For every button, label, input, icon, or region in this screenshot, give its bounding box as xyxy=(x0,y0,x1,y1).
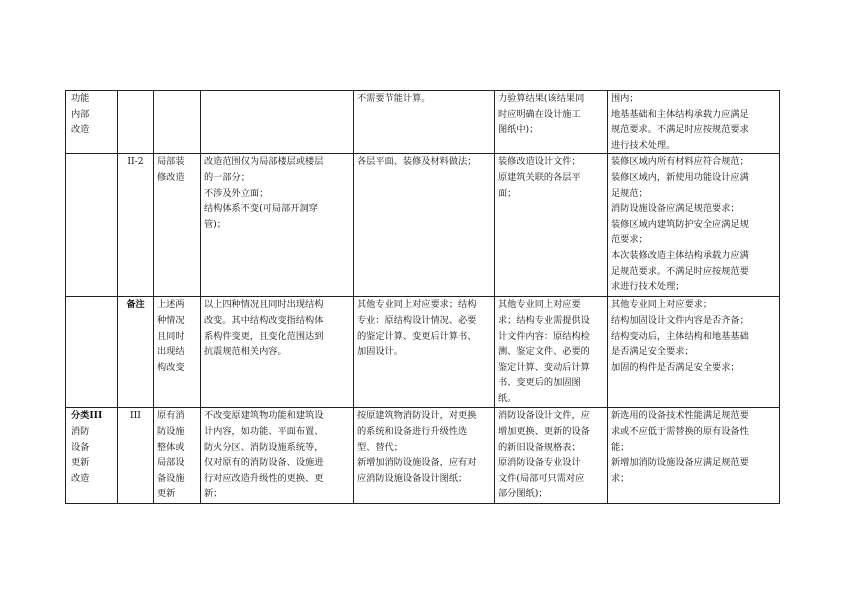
text-line: 范要求； xyxy=(611,234,648,246)
table-row xyxy=(66,297,780,408)
code-cell xyxy=(118,408,154,504)
text-line: 结构体系不变(可局部开洞穿 xyxy=(204,203,318,215)
text-line: 局部装 xyxy=(157,156,185,168)
text-line: 纸。 xyxy=(498,392,517,404)
text-line: 时应明确在设计施工 xyxy=(498,108,581,120)
text-line: 改造 xyxy=(71,124,90,136)
text-line: 求；结构专业需提供设 xyxy=(498,314,590,326)
text-line: 原建筑关联的各层平 xyxy=(498,171,581,183)
text-line: 其他专业同上对应要求；结构 xyxy=(357,299,477,311)
remark-label-cell xyxy=(118,297,154,408)
type-cell xyxy=(154,91,201,154)
text-line: 改变。其中结构改变指结构体 xyxy=(204,314,324,326)
text-line: 结构变动后，主体结构和地基基础 xyxy=(611,330,749,342)
text-line: 其他专业同上对应要求； xyxy=(611,299,713,311)
text-line: 消防 xyxy=(71,425,90,437)
text-line: 装修改造设计文件； xyxy=(498,156,581,168)
text-line: 抗震规范相关内容。 xyxy=(204,346,287,358)
text-line: 本次装修改造主体结构承载力应满 xyxy=(611,249,749,261)
text-line: 文件(局部可只需对应 xyxy=(498,472,585,484)
text-line: 地基基础和主体结构承载力应满足 xyxy=(611,108,749,120)
text-line: 围内； xyxy=(611,93,639,104)
text-line: 结构加固设计文件内容是否齐备； xyxy=(611,314,749,326)
text-line: 修改造 xyxy=(157,171,185,183)
code-cell xyxy=(118,91,154,154)
text-line: 系构件变更，且变化范围达到 xyxy=(204,330,324,342)
text-line: 备设施 xyxy=(157,472,185,484)
text-line: 备注 xyxy=(126,299,145,311)
text-line: 功能 xyxy=(71,93,90,104)
text-line: 新增加消防设施设备，应有对 xyxy=(357,457,477,469)
type-cell xyxy=(154,408,201,504)
text-line: 原消防设备专业设计 xyxy=(498,457,581,469)
text-line: 装修区域内，新使用功能设计应满 xyxy=(611,171,749,183)
text-line: 改造 xyxy=(71,472,90,484)
text-line: 应消防设施设备设计图纸； xyxy=(357,472,468,484)
text-line: 求； xyxy=(611,472,630,484)
type-cell xyxy=(154,297,201,408)
content-cell xyxy=(354,297,495,408)
text-line: 新增加消防设施设备应满足规范要 xyxy=(611,457,749,469)
review-cell xyxy=(608,297,780,408)
scope-cell xyxy=(201,154,354,297)
text-line: 力验算结果(该结果同 xyxy=(498,93,585,104)
text-line: 求进行技术处理； xyxy=(611,281,685,293)
text-line: 各层平面、装修及材料做法； xyxy=(357,156,477,168)
renovation-classification-table xyxy=(65,90,780,504)
text-line: 型、替代； xyxy=(357,441,403,453)
text-line: 内部 xyxy=(71,108,90,120)
scope-cell xyxy=(201,408,354,504)
text-line: 消防设备设计文件，应 xyxy=(498,410,590,422)
text-line: 增加更换、更新的设备 xyxy=(498,425,590,437)
documents-cell xyxy=(495,154,608,297)
text-line: 防设施 xyxy=(157,425,185,437)
text-line: 出现结 xyxy=(157,346,185,358)
documents-cell xyxy=(495,297,608,408)
text-line: 图纸中)； xyxy=(498,124,539,136)
text-line: 书、变更后的加固图 xyxy=(498,377,581,389)
text-line: 部分图纸)； xyxy=(498,488,548,500)
text-line: 的系统和设备进行升级性选 xyxy=(357,425,468,437)
text-line: 测、鉴定文件、必要的 xyxy=(498,346,590,358)
category-title: 分类III xyxy=(71,410,103,422)
text-line: 足规范要求。不满足时应按规范要 xyxy=(611,265,749,277)
text-line: 装修区域内建筑防护安全应满足规 xyxy=(611,218,749,230)
text-line: 足规范； xyxy=(611,187,648,199)
text-line: 构改变 xyxy=(157,361,185,373)
text-line: 仅对原有的消防设备、设施进 xyxy=(204,457,324,469)
text-line: 更新 xyxy=(71,457,90,469)
text-line: 进行技术处理。 xyxy=(611,139,676,151)
category-cell xyxy=(66,91,118,154)
category-cell xyxy=(66,154,118,297)
content-cell xyxy=(354,91,495,154)
type-cell xyxy=(154,154,201,297)
documents-cell xyxy=(495,91,608,154)
text-line: 是否满足安全要求； xyxy=(611,346,694,358)
text-line: 且同时 xyxy=(157,330,185,342)
text-line: 设备 xyxy=(71,441,90,453)
content-cell xyxy=(354,154,495,297)
review-cell xyxy=(608,408,780,504)
text-line: 求或不应低于需替换的原有设备性 xyxy=(611,425,749,437)
text-line: 加固设计。 xyxy=(357,346,403,358)
table-row xyxy=(66,154,780,297)
text-line: 新选用的设备技术性能满足规范要 xyxy=(611,410,749,422)
text-line: 行对应改造升级性的更换、更 xyxy=(204,472,324,484)
scope-cell xyxy=(201,297,354,408)
text-line: 原有消 xyxy=(157,410,185,422)
text-line: 上述两 xyxy=(157,299,185,311)
text-line: III xyxy=(130,410,141,422)
text-line: 以上四种情况且同时出现结构 xyxy=(204,299,324,311)
text-line: 能； xyxy=(611,441,630,453)
text-line: 装修区域内所有材料应符合规范； xyxy=(611,156,749,168)
documents-cell xyxy=(495,408,608,504)
text-line: 更新 xyxy=(157,488,176,500)
text-line: 管)； xyxy=(204,218,226,230)
text-line: 改造范围仅为局部楼层或楼层 xyxy=(204,156,324,168)
text-line: 其他专业同上对应要 xyxy=(498,299,581,311)
text-line: 面； xyxy=(498,187,517,199)
text-line: 整体或 xyxy=(157,441,185,453)
text-line: 不涉及外立面； xyxy=(204,187,269,199)
text-line: 的一部分； xyxy=(204,171,250,183)
scope-cell xyxy=(201,91,354,154)
text-line: II-2 xyxy=(127,156,144,168)
content-cell xyxy=(354,408,495,504)
text-line: 专业：原结构设计情况、必要 xyxy=(357,314,477,326)
table-row xyxy=(66,408,780,504)
text-line: 新； xyxy=(204,488,223,500)
table-row xyxy=(66,91,780,154)
text-line: 鉴定计算、变动后计算 xyxy=(498,361,590,373)
text-line: 局部设 xyxy=(157,457,185,469)
text-line: 消防设施设备应满足规范要求； xyxy=(611,203,740,215)
text-line: 加固的构件是否满足安全要求； xyxy=(611,361,740,373)
text-line: 计文件内容：原结构检 xyxy=(498,330,590,342)
text-line: 种情况 xyxy=(157,314,185,326)
text-line: 不改变原建筑物功能和建筑设 xyxy=(204,410,324,422)
text-line: 防火分区、消防设施系统等， xyxy=(204,441,324,453)
code-cell xyxy=(118,154,154,297)
category-cell xyxy=(66,408,118,504)
text-line: 按原建筑物消防设计，对更换 xyxy=(357,410,477,422)
category-cell xyxy=(66,297,118,408)
text-line: 的鉴定计算、变更后计算书、 xyxy=(357,330,477,342)
text-line: 不需要节能计算。 xyxy=(357,93,431,104)
review-cell xyxy=(608,91,780,154)
text-line: 计内容，如功能、平面布置、 xyxy=(204,425,324,437)
review-cell xyxy=(608,154,780,297)
text-line: 的新旧设备规格表； xyxy=(498,441,581,453)
text-line: 规范要求。不满足时应按规范要求 xyxy=(611,124,749,136)
